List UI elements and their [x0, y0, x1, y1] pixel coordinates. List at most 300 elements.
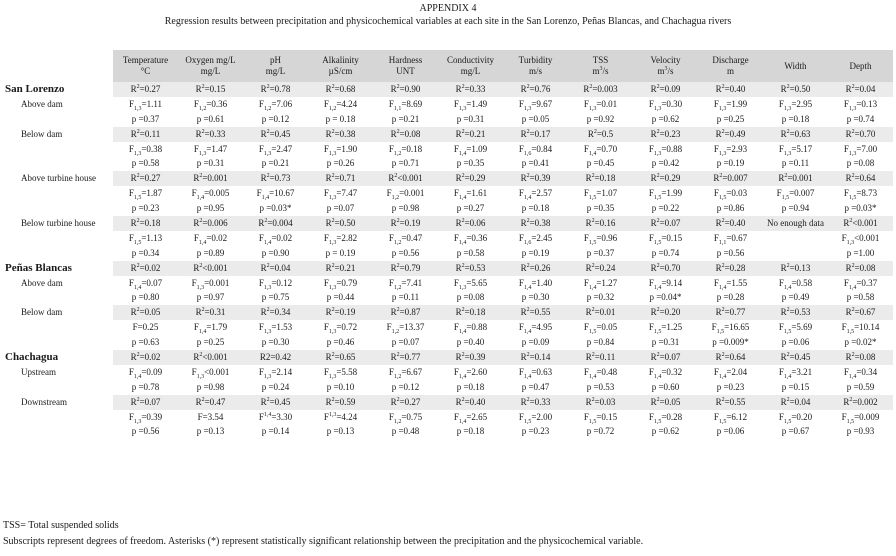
- table-cell: $F_{1,3}=1.53$: [243, 320, 308, 335]
- table-cell: $F_{1,4}=0.70$: [568, 142, 633, 157]
- table-cell: F=0.25: [113, 320, 178, 335]
- table-row: [3, 201, 893, 216]
- table-cell: $R^2=0.17$: [503, 127, 568, 142]
- table-cell: p =0.41: [503, 156, 568, 171]
- table-cell: p =0.63: [113, 335, 178, 350]
- table-cell: p =0.98: [373, 201, 438, 216]
- column-header-name: Temperature: [122, 55, 169, 65]
- table-cell: $F_{1,4}=0.09$: [113, 365, 178, 380]
- table-cell: p =0.90: [243, 246, 308, 261]
- river-name: Peñas Blancas: [3, 261, 113, 276]
- table-cell: p = 0.19: [308, 246, 373, 261]
- table-cell: $R^2=0.07$: [113, 395, 178, 410]
- table-cell: $F_{1,4}=0.02$: [178, 231, 243, 246]
- table-cell: $R^2=0.40$: [698, 82, 763, 97]
- table-cell: $R^2=0.001$: [178, 171, 243, 186]
- table-cell: p =0.84: [568, 335, 633, 350]
- table-cell: $R^2=0.20$: [633, 305, 698, 320]
- table-cell: $R^2=0.13$: [763, 261, 828, 276]
- column-header: [178, 50, 243, 82]
- column-header-unit: $m^3/s$: [592, 66, 609, 76]
- table-cell: $F_{1,4}=1.27$: [568, 276, 633, 291]
- table-cell: $F_{1,4}=2.57$: [503, 186, 568, 201]
- column-header: [698, 50, 763, 82]
- table-cell: p =0.09: [503, 335, 568, 350]
- table-cell: $F_{1,4}=0.07$: [113, 276, 178, 291]
- site-label: Downstream: [3, 395, 113, 410]
- table-cell: $F_{1,6}=2.45$: [503, 231, 568, 246]
- table-cell: p =0.67: [763, 424, 828, 439]
- table-caption: Regression results between precipitation and physicochemical variables at each site in the San Lorenzo, Peñas Blancas, and Chachagua rivers: [164, 16, 732, 27]
- table-cell: p =0.02*: [828, 335, 893, 350]
- table-cell: $R^2=0.50$: [763, 82, 828, 97]
- table-cell: $F_{1,4}=0.34$: [828, 365, 893, 380]
- table-cell: R2=0.42: [243, 350, 308, 365]
- column-header-unit: m: [726, 66, 734, 76]
- appendix-title: APPENDIX 4: [419, 3, 477, 14]
- table-cell: p =1.00: [828, 246, 893, 261]
- table-cell: $R^2=0.07$: [633, 216, 698, 231]
- column-header-name: Width: [784, 60, 807, 71]
- table-cell: $F_{1,3}=5.17$: [763, 142, 828, 157]
- table-cell: $F_{1,3}=2.95$: [763, 97, 828, 112]
- table-cell: $F_{1,3}=2.14$: [243, 365, 308, 380]
- table-cell: $F_{1,4}=10.67$: [243, 186, 308, 201]
- table-cell: [763, 231, 828, 246]
- table-cell: $F_{1,5}=16.65$: [698, 320, 763, 335]
- table-cell: $R^2=0.05$: [113, 305, 178, 320]
- column-header-name: Velocity: [650, 55, 681, 65]
- table-row: [3, 261, 893, 276]
- table-cell: $R^2=0.28$: [698, 261, 763, 276]
- table-cell: p =0.21: [373, 112, 438, 127]
- table-cell: $R^2=0.39$: [438, 350, 503, 365]
- table-cell: $F_{1,5}=0.15$: [633, 231, 698, 246]
- table-cell: $F_{1,3}<0.001$: [828, 231, 893, 246]
- table-cell: p =0.92: [568, 112, 633, 127]
- table-cell: $F_{1,4}=2.04$: [698, 365, 763, 380]
- table-cell: $F_{1,4}=0.58$: [763, 276, 828, 291]
- table-row: [3, 305, 893, 320]
- table-cell: $F_{1,4}=2.65$: [438, 410, 503, 425]
- table-cell: $F_{1,2}=0.36$: [178, 97, 243, 112]
- table-cell: $F_{1,5}=1.13$: [113, 231, 178, 246]
- table-cell: $R^2=0.40$: [698, 216, 763, 231]
- table-cell: $R^2=0.38$: [308, 127, 373, 142]
- table-row: [3, 171, 893, 186]
- table-cell: $R^2=0.33$: [438, 82, 503, 97]
- table-cell: $F_{1,3}=0.72$: [308, 320, 373, 335]
- column-header: [568, 50, 633, 82]
- table-cell: $F_{1,4}=3.21$: [763, 365, 828, 380]
- table-cell: p =0.27: [438, 201, 503, 216]
- table-cell: $R^2=0.002$: [828, 395, 893, 410]
- table-cell: $R^2=0.02$: [113, 261, 178, 276]
- table-cell: $R^2=0.004$: [243, 216, 308, 231]
- table-cell: p =0.49: [763, 290, 828, 305]
- table-cell: p =0.31: [633, 335, 698, 350]
- table-cell: $F_{1,4}=1.61$: [438, 186, 503, 201]
- table-cell: p =0.18: [503, 201, 568, 216]
- table-cell: p =0.04*: [633, 290, 698, 305]
- table-cell: $F_{1,2}=7.06$: [243, 97, 308, 112]
- table-row: [3, 246, 893, 261]
- table-cell: $F_{1,4}=4.95$: [503, 320, 568, 335]
- table-cell: No enough data: [763, 216, 828, 231]
- table-cell: $F_{1,5}=1.25$: [633, 320, 698, 335]
- site-label: [3, 112, 113, 127]
- table-cell: $F_{1,4}=0.37$: [828, 276, 893, 291]
- table-row: [3, 424, 893, 439]
- site-label: Above turbine house: [3, 171, 113, 186]
- table-cell: p =0.06: [763, 335, 828, 350]
- column-header: [828, 50, 893, 82]
- table-cell: p =0.31: [438, 112, 503, 127]
- column-header-name: TSS: [592, 55, 609, 65]
- table-cell: p =0.93: [828, 424, 893, 439]
- table-cell: $F_{1,5}=1.99$: [633, 186, 698, 201]
- site-label: Below dam: [3, 305, 113, 320]
- table-cell: p =0.25: [698, 112, 763, 127]
- table-cell: p =0.26: [308, 156, 373, 171]
- table-cell: $R^2=0.27$: [113, 82, 178, 97]
- table-cell: p =0.12: [243, 112, 308, 127]
- table-cell: $F_{1,3}<0.001$: [178, 365, 243, 380]
- table-cell: $R^2=0.04$: [243, 261, 308, 276]
- table-cell: p =0.13: [308, 424, 373, 439]
- table-cell: $F_{1,5}=0.007$: [763, 186, 828, 201]
- table-cell: $R^2=0.21$: [438, 127, 503, 142]
- table-cell: $R^2=0.21$: [308, 261, 373, 276]
- table-cell: $F_{1,3}=1.11$: [113, 97, 178, 112]
- table-cell: $F_{1,3}=0.38$: [113, 142, 178, 157]
- table-cell: $R^2=0.77$: [373, 350, 438, 365]
- table-cell: p =0.71: [373, 156, 438, 171]
- table-cell: p =0.23: [503, 424, 568, 439]
- table-cell: $F_{1,3}=2.93$: [698, 142, 763, 157]
- site-label: [3, 201, 113, 216]
- column-header: [438, 50, 503, 82]
- table-cell: $R^2=0.29$: [438, 171, 503, 186]
- table-cell: p =0.86: [698, 201, 763, 216]
- table-cell: [763, 246, 828, 261]
- table-row: [3, 112, 893, 127]
- column-header: [503, 50, 568, 82]
- table-cell: p =0.74: [633, 246, 698, 261]
- table-cell: $F_{1,3}=1.99$: [698, 97, 763, 112]
- table-cell: p =0.89: [178, 246, 243, 261]
- column-header-name: Discharge: [712, 55, 749, 65]
- table-cell: $R^2=0.78$: [243, 82, 308, 97]
- table-cell: $R^2=0.18$: [568, 171, 633, 186]
- table-cell: p =0.03*: [243, 201, 308, 216]
- table-cell: p =0.58: [113, 156, 178, 171]
- table-cell: p =0.37: [568, 246, 633, 261]
- table-cell: $F_{1,5}=8.73$: [828, 186, 893, 201]
- table-cell: $F_{1,6}=0.84$: [503, 142, 568, 157]
- table-cell: $R^2=0.31$: [178, 305, 243, 320]
- table-cell: p =0.74: [828, 112, 893, 127]
- table-cell: $R^2=0.59$: [308, 395, 373, 410]
- table-row: [3, 395, 893, 410]
- table-row: [3, 186, 893, 201]
- table-cell: p =0.23: [113, 201, 178, 216]
- table-cell: $R^2=0.50$: [308, 216, 373, 231]
- table-cell: p =0.07: [308, 201, 373, 216]
- table-cell: p =0.58: [828, 290, 893, 305]
- table-row: [3, 276, 893, 291]
- table-cell: $R^2=0.38$: [503, 216, 568, 231]
- table-cell: $R^2=0.23$: [633, 127, 698, 142]
- table-cell: $R^2=0.45$: [243, 127, 308, 142]
- table-row: [3, 97, 893, 112]
- table-cell: $F_{1,4}=0.02$: [243, 231, 308, 246]
- table-cell: p =0.62: [633, 112, 698, 127]
- table-cell: $R^2=0.87$: [373, 305, 438, 320]
- table-cell: $R^2=0.33$: [178, 127, 243, 142]
- site-label: [3, 156, 113, 171]
- table-cell: $R^2=0.53$: [438, 261, 503, 276]
- table-cell: p =0.07: [373, 335, 438, 350]
- table-cell: p =0.24: [243, 380, 308, 395]
- table-cell: $F_{1,3}=0.01$: [568, 97, 633, 112]
- column-header-unit: °C: [140, 66, 151, 76]
- column-header-unit: mg/L: [460, 66, 481, 76]
- table-cell: $F_{1,5}=5.69$: [763, 320, 828, 335]
- table-cell: $R^2=0.64$: [828, 171, 893, 186]
- table-cell: p =0.08: [828, 156, 893, 171]
- table-cell: $R^2<0.001$: [828, 216, 893, 231]
- table-cell: $R^2=0.11$: [113, 127, 178, 142]
- table-row: [3, 290, 893, 305]
- table-cell: $F_{1,2}=4.24$: [308, 97, 373, 112]
- table-cell: $R^2=0.47$: [178, 395, 243, 410]
- regression-table: [3, 50, 893, 439]
- column-header-name: Oxygen mg/L: [185, 55, 236, 65]
- table-cell: $F_{1,2}=7.41$: [373, 276, 438, 291]
- table-cell: p =0.11: [763, 156, 828, 171]
- table-cell: $R^2=0.18$: [438, 305, 503, 320]
- table-cell: $F_{1,3}=5.58$: [308, 365, 373, 380]
- table-cell: p =0.37: [113, 112, 178, 127]
- table-row: [3, 216, 893, 231]
- table-cell: p =0.15: [763, 380, 828, 395]
- table-cell: $R^2<0.001$: [373, 171, 438, 186]
- table-cell: p =0.47: [503, 380, 568, 395]
- column-header: [373, 50, 438, 82]
- column-header-unit: UNT: [396, 66, 415, 76]
- table-cell: $F_{1,3}=1.49$: [438, 97, 503, 112]
- header-corner: [3, 50, 113, 82]
- footnote-subscripts: Subscripts represent degrees of freedom. Asterisks (*) represent statistically significant relationship between the precipitation and the physicochemical variable.: [3, 536, 644, 547]
- table-cell: $R^2=0.006$: [178, 216, 243, 231]
- table-cell: $R^2=0.24$: [568, 261, 633, 276]
- table-cell: $R^2=0.76$: [503, 82, 568, 97]
- table-cell: $F_{1,3}=0.79$: [308, 276, 373, 291]
- column-header-unit: µS/cm: [328, 66, 353, 76]
- table-row: [3, 380, 893, 395]
- table-cell: $R^2=0.33$: [503, 395, 568, 410]
- table-cell: $R^2=0.007$: [698, 171, 763, 186]
- table-cell: $R^2<0.001$: [178, 261, 243, 276]
- table-cell: p =0.35: [568, 201, 633, 216]
- table-cell: $F_{1,5}=1.87$: [113, 186, 178, 201]
- table-cell: p =0.97: [178, 290, 243, 305]
- table-cell: p =0.32: [568, 290, 633, 305]
- column-header-name: Depth: [849, 60, 872, 71]
- table-cell: $F_{1,5}=2.00$: [503, 410, 568, 425]
- table-cell: p =0.56: [373, 246, 438, 261]
- table-cell: p =0.62: [633, 424, 698, 439]
- table-row: [3, 410, 893, 425]
- table-cell: p =0.31: [178, 156, 243, 171]
- table-cell: $R^2=0.19$: [308, 305, 373, 320]
- table-cell: $R^2=0.16$: [568, 216, 633, 231]
- column-header-unit: $m^3/s$: [657, 66, 674, 76]
- table-row: [3, 142, 893, 157]
- table-cell: $R^2=0.11$: [568, 350, 633, 365]
- column-header-name: Conductivity: [447, 55, 494, 65]
- table-cell: $R^2=0.70$: [828, 127, 893, 142]
- table-cell: $F_{1,4}=1.09$: [438, 142, 503, 157]
- table-cell: $R^2=0.26$: [503, 261, 568, 276]
- table-cell: $R^2=0.55$: [503, 305, 568, 320]
- table-cell: $F_{1,5}=0.28$: [633, 410, 698, 425]
- table-cell: $F_{1,2}=0.18$: [373, 142, 438, 157]
- table-cell: $R^2=0.67$: [828, 305, 893, 320]
- table-cell: $R^2=0.08$: [828, 350, 893, 365]
- table-cell: p =0.35: [438, 156, 503, 171]
- table-cell: $F_{1,2}=0.47$: [373, 231, 438, 246]
- table-cell: $F_{1,3}=2.47$: [243, 142, 308, 157]
- table-cell: $F_{1,5}=1.07$: [568, 186, 633, 201]
- table-cell: p =0.45: [568, 156, 633, 171]
- table-cell: p =0.009*: [698, 335, 763, 350]
- table-cell: $F_{1,5}=0.20$: [763, 410, 828, 425]
- table-cell: $R^2=0.001$: [763, 171, 828, 186]
- table-cell: p =0.13: [178, 424, 243, 439]
- table-cell: $F_{1,3}=1.47$: [178, 142, 243, 157]
- table-cell: p =0.11: [373, 290, 438, 305]
- table-cell: p =0.30: [503, 290, 568, 305]
- table-cell: $R^2=0.55$: [698, 395, 763, 410]
- table-cell: p =0.46: [308, 335, 373, 350]
- table-cell: $R^2=0.09$: [633, 82, 698, 97]
- table-cell: $F_{1,5}=10.14$: [828, 320, 893, 335]
- table-cell: $F_{1,5}=0.05$: [568, 320, 633, 335]
- table-cell: $R^2=0.15$: [178, 82, 243, 97]
- table-cell: p =0.22: [633, 201, 698, 216]
- table-cell: p = 0.18: [308, 112, 373, 127]
- table-cell: p =0.58: [438, 246, 503, 261]
- table-cell: $R^2=0.79$: [373, 261, 438, 276]
- table-row: [3, 350, 893, 365]
- table-row: [3, 320, 893, 335]
- table-cell: p =0.95: [178, 201, 243, 216]
- table-cell: $R^2=0.29$: [633, 171, 698, 186]
- table-cell: $F_{1,4}=0.36$: [438, 231, 503, 246]
- table-cell: $F_{1,5}=0.009$: [828, 410, 893, 425]
- column-header: [763, 50, 828, 82]
- river-name: San Lorenzo: [3, 82, 113, 97]
- table-body: [3, 82, 893, 439]
- column-header: [243, 50, 308, 82]
- table-cell: $F_{1,4}=1.79$: [178, 320, 243, 335]
- site-label: [3, 231, 113, 246]
- table-cell: $F_{1,3}=2.82$: [308, 231, 373, 246]
- table-cell: $R^2=0.73$: [243, 171, 308, 186]
- column-header-unit: m/s: [528, 66, 542, 76]
- table-cell: p =0.44: [308, 290, 373, 305]
- table-cell: $F_{1,2}=13.37$: [373, 320, 438, 335]
- table-cell: p =0.18: [763, 112, 828, 127]
- table-cell: p =0.72: [568, 424, 633, 439]
- table-cell: p =0.28: [698, 290, 763, 305]
- table-cell: p =0.94: [763, 201, 828, 216]
- table-cell: $R^2=0.18$: [113, 216, 178, 231]
- site-label: [3, 424, 113, 439]
- table-cell: $R^2=0.63$: [763, 127, 828, 142]
- table-cell: p =0.56: [113, 424, 178, 439]
- table-cell: $F_{1,3}=0.39$: [113, 410, 178, 425]
- table-cell: p =0.23: [698, 380, 763, 395]
- table-cell: $R^2=0.27$: [373, 395, 438, 410]
- table-cell: $F_{1,4}=2.60$: [438, 365, 503, 380]
- table-cell: $R^2=0.02$: [113, 350, 178, 365]
- table-cell: $R^2=0.14$: [503, 350, 568, 365]
- table-cell: p =0.75: [243, 290, 308, 305]
- table-cell: p =0.59: [828, 380, 893, 395]
- table-cell: $F_{1,3}=0.001$: [178, 276, 243, 291]
- site-label: [3, 335, 113, 350]
- table-cell: $F_{1,4}=1.40$: [503, 276, 568, 291]
- table-cell: $F_{1,3}=5.65$: [438, 276, 503, 291]
- table-row: [3, 231, 893, 246]
- table-cell: p =0.19: [698, 156, 763, 171]
- column-header-unit: mg/L: [265, 66, 286, 76]
- table-cell: p =0.48: [373, 424, 438, 439]
- site-label: [3, 142, 113, 157]
- site-label: [3, 186, 113, 201]
- table-cell: p =0.19: [503, 246, 568, 261]
- table-cell: $F_{1,2}=6.67$: [373, 365, 438, 380]
- table-cell: p =0.80: [113, 290, 178, 305]
- table-cell: p =0.78: [113, 380, 178, 395]
- column-header-name: Alkalinity: [322, 55, 359, 65]
- table-cell: $F_{1,4}=9.14$: [633, 276, 698, 291]
- table-cell: $F_{1,5}=0.15$: [568, 410, 633, 425]
- table-cell: F=3.54: [178, 410, 243, 425]
- table-cell: p =0.06: [698, 424, 763, 439]
- site-label: Above dam: [3, 97, 113, 112]
- table-cell: $F_{1,2}=0.001$: [373, 186, 438, 201]
- table-cell: p =0.56: [698, 246, 763, 261]
- table-cell: p =0.53: [568, 380, 633, 395]
- table-cell: $F_{1,4}=0.88$: [438, 320, 503, 335]
- table-cell: $R^2=0.68$: [308, 82, 373, 97]
- column-header-name: Hardness: [388, 55, 423, 65]
- table-cell: p =0.10: [308, 380, 373, 395]
- table-cell: $F_{1,4}=0.48$: [568, 365, 633, 380]
- table-cell: p =0.98: [178, 380, 243, 395]
- table-cell: p =0.21: [243, 156, 308, 171]
- table-cell: $R^2=0.45$: [243, 395, 308, 410]
- table-cell: p =0.61: [178, 112, 243, 127]
- table-cell: $R^2=0.39$: [503, 171, 568, 186]
- table-cell: $R^2=0.65$: [308, 350, 373, 365]
- table-cell: $R^2<0.001$: [178, 350, 243, 365]
- table-cell: $F_{1,3}=7.47$: [308, 186, 373, 201]
